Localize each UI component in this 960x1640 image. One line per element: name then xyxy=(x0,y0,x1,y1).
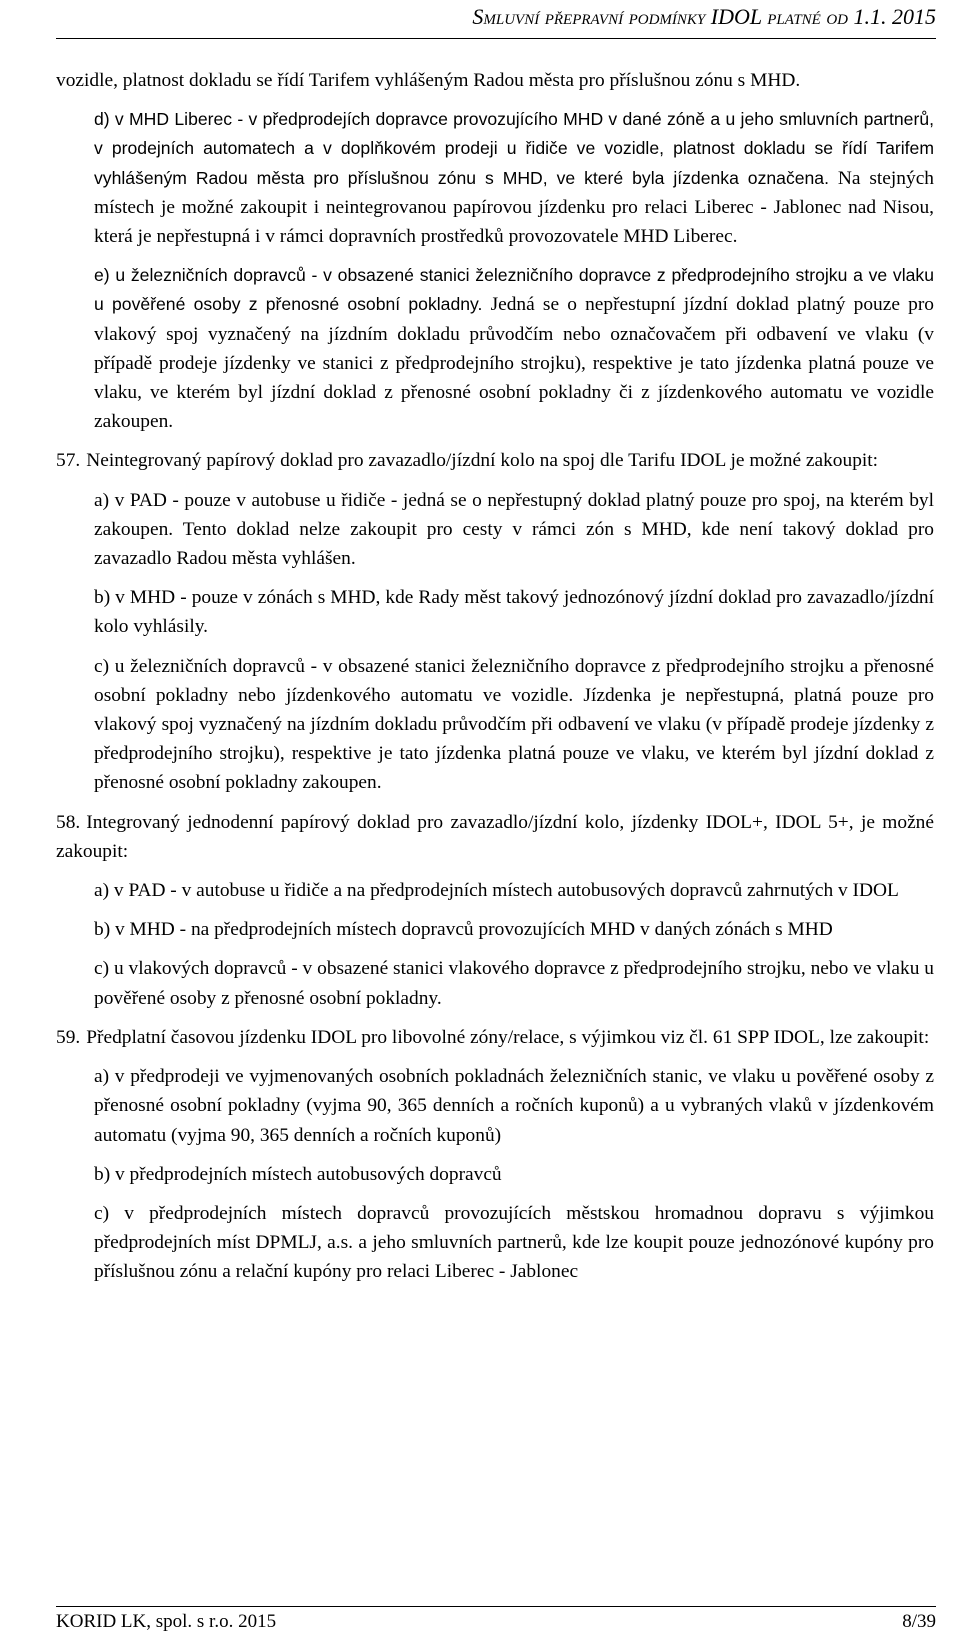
item-d-mhd-liberec xyxy=(94,105,934,251)
article-58-item-b: b) v MHD - na předprodejních místech dopravců provozujících MHD v daných zónách s MHD xyxy=(94,919,833,941)
article-58 xyxy=(56,808,934,866)
document-body xyxy=(56,66,934,1287)
article-58-number: 58. xyxy=(56,811,81,833)
article-59-item-c: c) v předprodejních místech dopravců provozujících městskou hromadnou dopravu s výjimkou předprodejních míst DPMLJ, a.s. a jeho smluvních partnerů, kde lze koupit pouze jednozónové kupóny pro příslušnou zónu a relační kupóny pro relaci Liberec - Jablonec xyxy=(94,1202,934,1283)
article-59-item-b: b) v předprodejních místech autobusových dopravců xyxy=(94,1163,502,1185)
article-58-text: Integrovaný jednodenní papírový doklad pro zavazadlo/jízdní kolo, jízdenky IDOL+, IDOL 5+, je možné zakoupit: xyxy=(56,811,934,862)
article-57 xyxy=(56,446,934,475)
article-59-item-a: a) v předprodeji ve vyjmenovaných osobních pokladnách železničních stanic, ve vlaku u pověřené osoby z přenosné osobní pokladny (vyjma 90, 365 denních a ročních kuponů) a u vybraných vlaků v jízdenkovém automatu (vyjma 90, 365 denních a ročních kuponů) xyxy=(94,1066,934,1146)
page-footer xyxy=(56,1609,936,1635)
paragraph-continuation: vozidle, platnost dokladu se řídí Tarifem vyhlášeným Radou města pro příslušnou zónu s MHD. xyxy=(56,70,801,91)
item-e-serif-text: Jedná se o nepřestupní jízdní doklad platný pouze pro vlakový spoj vyznačený na jízdním dokladu průvodčím nebo označovačem při odbavení ve vlaku (v případě prodeje jízdenky ve stanici z předprodejního strojku), respektive je tato jízdenka platná pouze ve vlaku, ve kterém byl jízdní doklad z přenosné osobní pokladny či z jízdenkového automatu ve vozidle zakoupen. xyxy=(94,294,934,433)
header-divider xyxy=(56,38,936,39)
article-57-item-b: b) v MHD - pouze v zónách s MHD, kde Rady měst takový jednozónový jízdní doklad pro zavazadlo/jízdní kolo vyhlásily. xyxy=(94,587,934,638)
item-e-rail xyxy=(94,261,934,436)
item-d-serif-text: Na stejných místech je možné zakoupit i neintegrovanou papírovou jízdenku pro relaci Liberec - Jablonec nad Nisou, která je nepřestupná i v rámci dopravních prostředků provozovatele MHD Liberec. xyxy=(94,167,934,248)
article-58-item-c: c) u vlakových dopravců - v obsazené stanici vlakového dopravce z předprodejního strojku, nebo ve vlaku u pověřené osoby z přenosné osobní pokladny. xyxy=(94,958,934,1009)
article-59-text: Předplatní časovou jízdenku IDOL pro libovolné zóny/relace, s výjimkou viz čl. 61 SPP IDOL, lze zakoupit: xyxy=(86,1026,930,1048)
footer-page-number: 8/39 xyxy=(902,1611,936,1632)
article-58-item-a: a) v PAD - v autobuse u řidiče a na předprodejních místech autobusových dopravců zahrnutých v IDOL xyxy=(94,880,899,902)
item-e-sans-text: e) u železničních dopravců - v obsazené stanici železničního dopravce z předprodejního strojku a ve vlaku u pověřené osoby z přenosné osobní pokladny. xyxy=(94,265,934,315)
article-59 xyxy=(56,1023,934,1052)
article-57-text: Neintegrovaný papírový doklad pro zavazadlo/jízdní kolo na spoj dle Tarifu IDOL je možné zakoupit: xyxy=(86,450,879,472)
footer-company: KORID LK, spol. s r.o. 2015 xyxy=(56,1611,277,1632)
page-header: Smluvní přepravní podmínky IDOL platné od 1.1. 2015 xyxy=(472,4,936,29)
article-57-number: 57. xyxy=(56,450,81,472)
article-57-item-c: c) u železničních dopravců - v obsazené stanici železničního dopravce z předprodejního strojku a přenosné osobní pokladny nebo jízdenkového automatu ve vozidle. Jízdenka je nepřestupná, platná pouze pro vlakový spoj vyznačený na jízdním dokladu průvodčím při odbavení ve vlaku (v případě prodeje jízdenky z předprodejního strojku), respektive je tato jízdenka platná pouze ve vlaku, ve kterém byl jízdní doklad z přenosné osobní pokladny zakoupen. xyxy=(94,655,934,794)
article-57-item-a: a) v PAD - pouze v autobuse u řidiče - jedná se o nepřestupný doklad platný pouze pro spoj, na kterém byl zakoupen. Tento doklad nelze zakoupit pro cesty v rámci zón s MHD, kde není takový doklad pro zavazadlo Radou města vyhlášen. xyxy=(94,489,934,570)
footer-divider xyxy=(56,1606,936,1607)
article-59-number: 59. xyxy=(56,1026,81,1048)
item-d-sans-text: d) v MHD Liberec - v předprodejích dopravce provozujícího MHD v dané zóně a u jeho smluvních partnerů, v prodejních automatech a v doplňkovém prodeji u řidiče ve vozidle, platnost dokladu se řídí Tarifem vyhlášeným Radou města pro příslušnou zónu s MHD, ve které byla jízdenka označena. xyxy=(94,109,934,188)
